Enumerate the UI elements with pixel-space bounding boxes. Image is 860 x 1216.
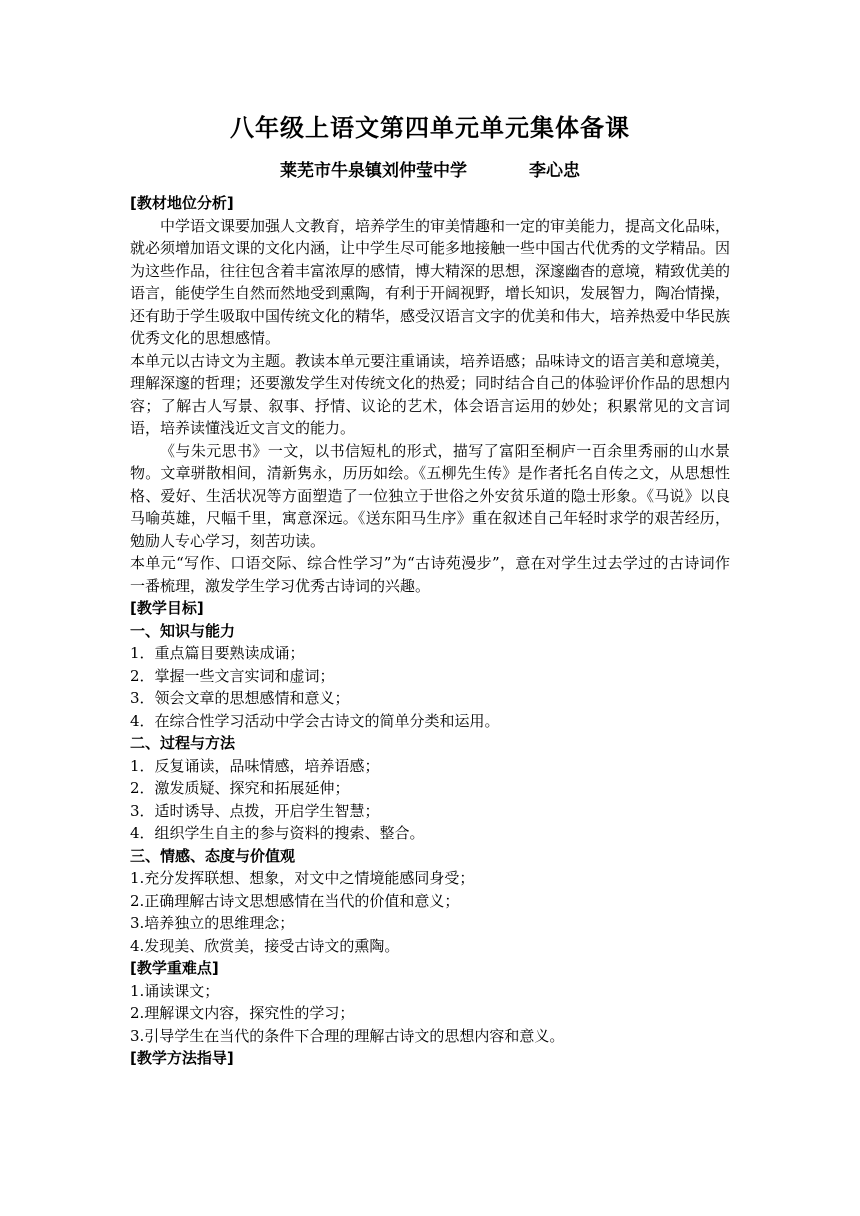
keypoint-item: 3.引导学生在当代的条件下合理的理解古诗文的思想内容和意义。 [130,1026,565,1045]
document-title: 八年级上语文第四单元单元集体备课 [230,114,630,142]
section-heading-keypoints: [教学重难点] [130,959,219,977]
analysis-paragraph-2: 本单元以古诗文为主题。教读本单元要注重诵读，培养语感；品味诗文的语言美和意境美，理解深邃的哲理；还要激发学生对传统文化的热爱；同时结合自己的体验评价作品的思想内容；了解古人写景、叙事、抒情、议论的艺术，体会语言运用的妙处；积累常见的文言词语，培养读懂浅近文言文的能力。 [130,351,731,437]
goal-item: 2．激发质疑、探究和拓展延伸； [130,779,350,797]
section-heading-analysis: [教材地位分析] [130,194,234,212]
school-name: 莱芜市牛泉镇刘仲莹中学 [280,161,467,181]
goal-group-title-process: 二、过程与方法 [130,734,236,752]
goal-group-title-knowledge: 一、知识与能力 [130,621,236,640]
goal-item: 1．反复诵读，品味情感，培养语感； [130,756,380,775]
goal-item: 4．组织学生自主的参与资料的搜索、整合。 [130,824,425,842]
keypoint-item: 2.理解课文内容，探究性的学习； [130,1004,355,1022]
goal-item: 4.发现美、欣赏美，接受古诗文的熏陶。 [130,936,400,955]
goal-item: 1.充分发挥联想、想象，对文中之情境能感同身受； [130,869,475,887]
goal-item: 2．掌握一些文言实词和虚词； [130,666,335,685]
analysis-paragraph-3: 《与朱元思书》一文，以书信短札的形式，描写了富阳至桐庐一百余里秀丽的山水景物。文章骈散相间，清新隽永，历历如绘。《五柳先生传》是作者托名自传之文，从思想性格、爱好、生活状况等方面塑造了一位独立于世俗之外安贫乐道的隐士形象。《马说》以良马喻英雄，尺幅千里，寓意深远。《送东阳马生序》重在叙述自己年轻时求学的艰苦经历，勉励人专心学习，刻苦功读。 [130,441,730,550]
goal-item: 3．领会文章的思想感情和意义； [130,689,350,707]
goal-item: 1．重点篇目要熟读成诵； [130,644,305,662]
goal-item: 2.正确理解古诗文思想感情在当代的价值和意义； [130,891,460,910]
document-body [130,192,730,1070]
analysis-paragraph-4: 本单元“写作、口语交际、综合性学习”为“古诗苑漫步”，意在对学生过去学过的古诗词作一番梳理，激发学生学习优秀古诗词的兴趣。 [130,554,730,595]
goal-item: 3.培养独立的思维理念； [130,914,295,932]
keypoint-item: 1.诵读课文； [130,981,220,1000]
section-heading-methods: [教学方法指导] [130,1049,234,1067]
goal-group-title-values: 三、情感、态度与价值观 [130,846,296,865]
analysis-paragraph-1: 中学语文课要加强人文教育，培养学生的审美情趣和一定的审美能力，提高文化品味，就必须增加语文课的文化内涵，让中学生尽可能多地接触一些中国古代优秀的文学精品。因为这些作品，往往包含着丰富浓厚的感情，博大精深的思想，深邃幽杳的意境，精致优美的语言，能使学生自然而然地受到熏陶，有利于开阔视野，增长知识，发展智力，陶冶情操，还有助于学生吸取中国传统文化的精华，感受汉语言文字的优美和伟大，培养热爱中华民族优秀文化的思想感情。 [130,216,731,347]
goal-item: 3．适时诱导、点拨，开启学生智慧； [130,801,380,820]
goal-item: 4．在综合性学习活动中学会古诗文的简单分类和运用。 [130,711,500,730]
author-name: 李心忠 [529,161,580,181]
section-heading-goals: [教学目标] [130,599,204,617]
author-line [130,158,730,184]
